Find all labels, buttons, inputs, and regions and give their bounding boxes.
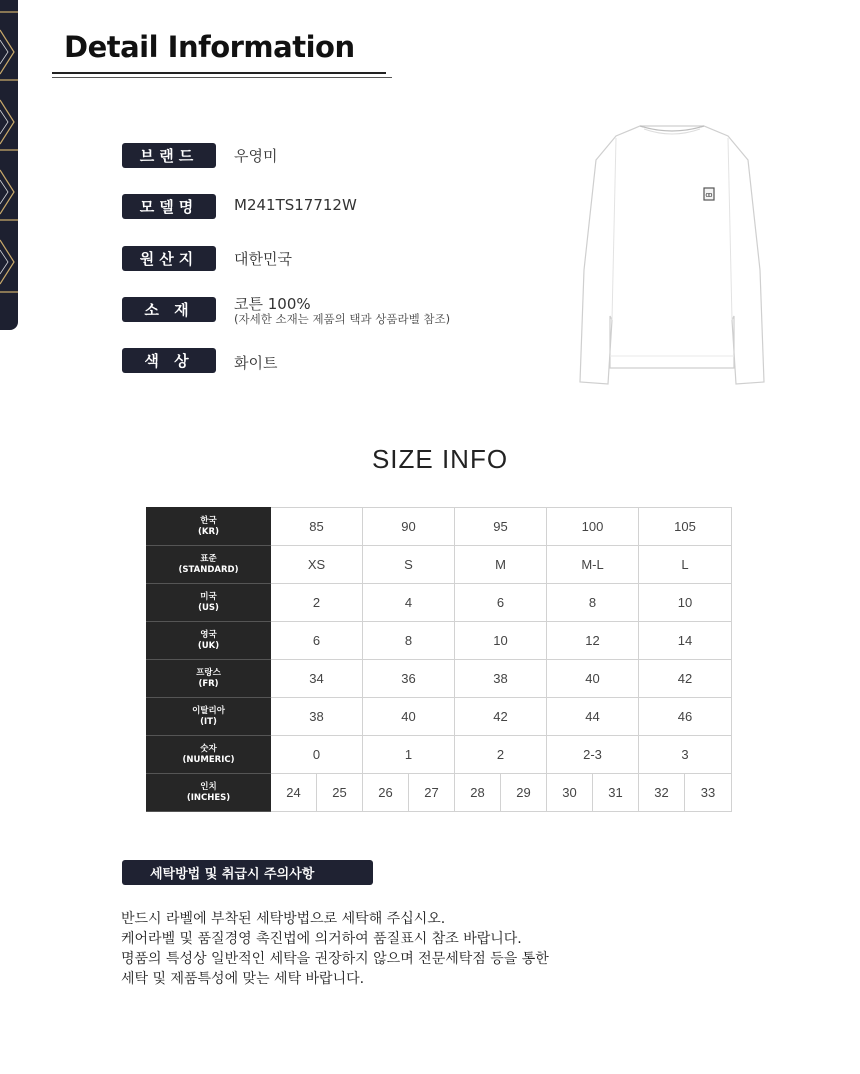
size-cell: 38: [271, 698, 363, 736]
care-instructions-text: [121, 909, 721, 989]
geometric-pattern-icon: [0, 0, 18, 330]
size-cell: 32: [639, 774, 685, 812]
spec-label-model: 모델명: [122, 194, 216, 219]
size-cell: L: [639, 546, 732, 584]
size-cell: 42: [639, 660, 732, 698]
size-cell: 33: [685, 774, 732, 812]
size-cell: 2: [455, 736, 547, 774]
size-cell: 42: [455, 698, 547, 736]
spec-note-material: (자세한 소재는 제품의 택과 상품라벨 참조): [234, 312, 451, 326]
size-cell: 31: [593, 774, 639, 812]
row-header-it: 이탈리아 (IT): [147, 698, 271, 736]
spec-value-material: 코튼 100%: [234, 295, 311, 313]
row-header-fr: 프랑스 (FR): [147, 660, 271, 698]
size-cell: 24: [271, 774, 317, 812]
row-header-kr: 한국 (KR): [147, 508, 271, 546]
size-cell: M-L: [547, 546, 639, 584]
size-row-fr: [147, 660, 732, 698]
size-cell: 95: [455, 508, 547, 546]
care-line: 반드시 라벨에 부착된 세탁방법으로 세탁해 주십시오.: [121, 911, 446, 927]
size-cell: M: [455, 546, 547, 584]
size-cell: 105: [639, 508, 732, 546]
row-header-inches: 인치 (INCHES): [147, 774, 271, 812]
size-cell: 2-3: [547, 736, 639, 774]
size-cell: 10: [639, 584, 732, 622]
spec-value-origin: 대한민국: [234, 250, 292, 268]
size-cell: 30: [547, 774, 593, 812]
size-cell: 1: [363, 736, 455, 774]
page-title: Detail Information: [64, 30, 355, 64]
care-line: 명품의 특성상 일반적인 세탁을 권장하지 않으며 전문세탁점 등을 통한: [121, 951, 549, 967]
row-header-uk: 영국 (UK): [147, 622, 271, 660]
care-instructions-header: 세탁방법 및 취급시 주의사항: [122, 860, 373, 885]
size-cell: 90: [363, 508, 455, 546]
size-cell: 40: [547, 660, 639, 698]
care-line: 세탁 및 제품특성에 맞는 세탁 바랍니다.: [121, 971, 365, 987]
size-cell: 6: [455, 584, 547, 622]
size-cell: 85: [271, 508, 363, 546]
title-underline-thin: [52, 77, 392, 78]
size-cell: 25: [317, 774, 363, 812]
size-row-us: [147, 584, 732, 622]
spec-label-brand: 브랜드: [122, 143, 216, 168]
svg-text:ꝏ: ꝏ: [705, 191, 713, 199]
spec-label-origin: 원산지: [122, 246, 216, 271]
size-cell: 3: [639, 736, 732, 774]
size-cell: 40: [363, 698, 455, 736]
size-cell: 27: [409, 774, 455, 812]
size-info-title: SIZE INFO: [371, 444, 509, 474]
spec-value-color: 화이트: [234, 354, 278, 372]
size-cell: 14: [639, 622, 732, 660]
size-cell: 0: [271, 736, 363, 774]
size-cell: 44: [547, 698, 639, 736]
row-header-us: 미국 (US): [147, 584, 271, 622]
size-cell: 12: [547, 622, 639, 660]
size-table: [146, 507, 732, 812]
size-cell: 4: [363, 584, 455, 622]
size-row-it: [147, 698, 732, 736]
size-row-inches: [147, 774, 732, 812]
size-cell: 8: [547, 584, 639, 622]
care-line: 케어라벨 및 품질경영 촉진법에 의거하여 품질표시 참조 바랍니다.: [121, 931, 522, 947]
size-cell: 38: [455, 660, 547, 698]
size-cell: 10: [455, 622, 547, 660]
size-row-uk: [147, 622, 732, 660]
spec-value-brand: 우영미: [234, 147, 278, 165]
size-cell: XS: [271, 546, 363, 584]
row-header-standard: 표준 (STANDARD): [147, 546, 271, 584]
size-cell: 8: [363, 622, 455, 660]
size-cell: 36: [363, 660, 455, 698]
size-cell: S: [363, 546, 455, 584]
size-cell: 46: [639, 698, 732, 736]
title-underline: [52, 72, 386, 74]
size-cell: 28: [455, 774, 501, 812]
size-row-numeric: [147, 736, 732, 774]
size-cell: 6: [271, 622, 363, 660]
size-cell: 26: [363, 774, 409, 812]
spec-label-color: 색 상: [122, 348, 216, 373]
decorative-strip: [0, 0, 18, 330]
white-long-sleeve-tshirt-icon: [580, 126, 764, 384]
spec-value-model: M241TS17712W: [234, 196, 357, 214]
size-row-kr: [147, 508, 732, 546]
spec-label-material: 소 재: [122, 297, 216, 322]
size-row-standard: [147, 546, 732, 584]
size-cell: 29: [501, 774, 547, 812]
size-cell: 2: [271, 584, 363, 622]
size-cell: 34: [271, 660, 363, 698]
size-cell: 100: [547, 508, 639, 546]
product-image: [578, 120, 766, 392]
row-header-numeric: 숫자 (NUMERIC): [147, 736, 271, 774]
